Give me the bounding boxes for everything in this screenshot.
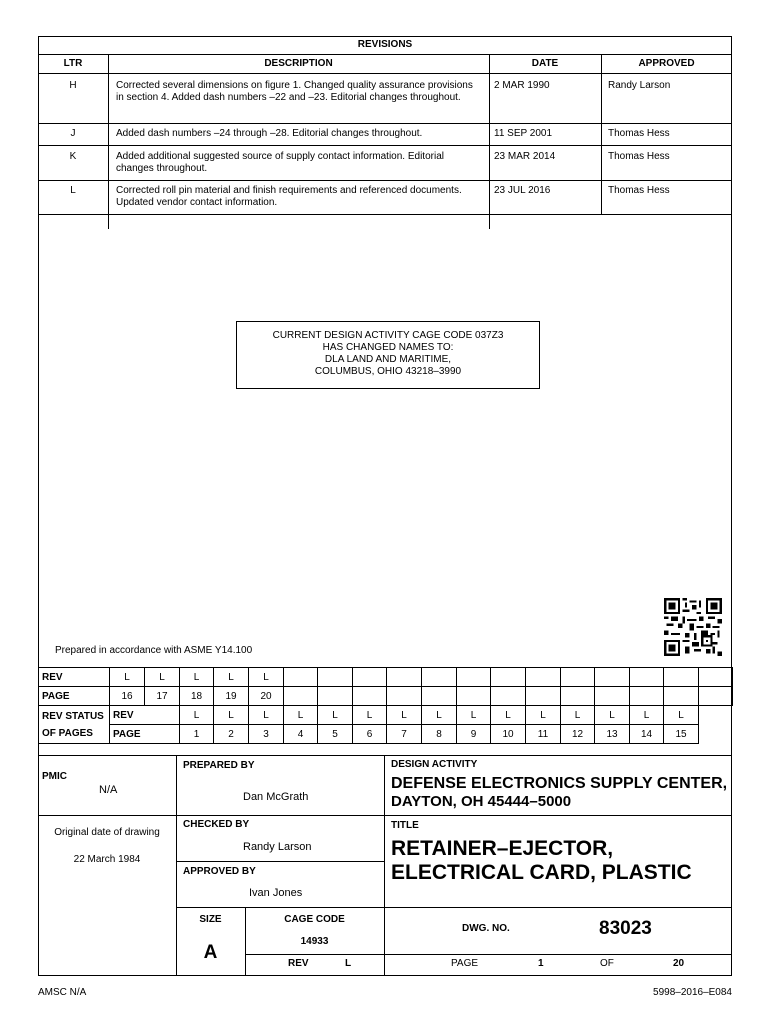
status-rev-cell: L: [387, 706, 422, 725]
page-cell: 20: [249, 687, 284, 706]
revision-description: Corrected several dimensions on figure 1. Changed quality assurance provisions in section 4. Added dash numbers –22 and –23. Editorial changes throughout.: [116, 80, 473, 103]
rev-status-label: [39, 706, 110, 744]
revision-approved: Thomas Hess: [608, 185, 670, 196]
revision-date: 23 MAR 2014: [494, 151, 556, 162]
status-page-cell: 11: [526, 725, 561, 744]
status-page-cell: 4: [284, 725, 318, 744]
revision-description: Added additional suggested source of supply contact information. Editorial changes throughout.: [116, 151, 444, 174]
page-cell: 17: [145, 687, 180, 706]
prepared-by-label: PREPARED BY: [183, 760, 255, 771]
title-label: TITLE: [391, 820, 419, 831]
footer-amsc: AMSC N/A: [38, 987, 87, 998]
status-page-cell: 7: [387, 725, 422, 744]
original-date-label: Original date of drawing: [54, 827, 160, 838]
original-date: 22 March 1984: [73, 854, 141, 865]
status-page-cell: 2: [214, 725, 249, 744]
revision-description: Added dash numbers –24 through –28. Editorial changes throughout.: [116, 128, 423, 139]
approved-by: Ivan Jones: [249, 887, 303, 899]
status-page-cell: 8: [422, 725, 457, 744]
pmic-label: PMIC: [42, 771, 67, 782]
revision-date: 23 JUL 2016: [494, 185, 551, 196]
rev-label: REV: [39, 668, 110, 687]
rev-status-label-line: OF PAGES: [42, 727, 93, 739]
status-rev-cell: L: [214, 706, 249, 725]
revisions-header-date: DATE: [531, 58, 559, 69]
size-value: A: [203, 942, 218, 963]
rev-status-label-line: REV STATUS: [42, 710, 104, 722]
sheet-of-label: OF: [600, 958, 614, 969]
dwg-no-label: DWG. NO.: [462, 923, 510, 934]
checked-by: Randy Larson: [243, 841, 312, 853]
page-cell: 18: [180, 687, 214, 706]
title-rev-value: L: [345, 958, 352, 969]
notice-line: CURRENT DESIGN ACTIVITY CAGE CODE 037Z3: [272, 330, 504, 341]
status-page-cell: 12: [561, 725, 595, 744]
rev-cell: L: [180, 668, 214, 687]
prepared-by: Dan McGrath: [243, 791, 309, 803]
status-rev-cell: L: [561, 706, 595, 725]
notice-line: COLUMBUS, OHIO 43218–3990: [314, 366, 462, 377]
notice-line: HAS CHANGED NAMES TO:: [322, 342, 454, 353]
revisions-title: REVISIONS: [357, 39, 413, 50]
cage-code-label: CAGE CODE: [284, 914, 345, 925]
status-page-cell: 1: [180, 725, 214, 744]
sheet-page-value: 1: [538, 958, 544, 969]
status-page-cell: 3: [249, 725, 284, 744]
revision-approved: Randy Larson: [608, 80, 671, 91]
page-cell: 19: [214, 687, 249, 706]
status-rev-cell: L: [457, 706, 491, 725]
checked-by-label: CHECKED BY: [183, 819, 250, 830]
sheet-page-label: PAGE: [451, 958, 479, 969]
design-activity-label: DESIGN ACTIVITY: [391, 759, 478, 770]
status-page-cell: 9: [457, 725, 491, 744]
status-rev-cell: L: [318, 706, 353, 725]
status-rev-cell: L: [630, 706, 664, 725]
size-label: SIZE: [199, 914, 222, 925]
status-rev-cell: L: [353, 706, 387, 725]
title-rev-label: REV: [288, 958, 309, 969]
rev-cell: L: [214, 668, 249, 687]
status-page-cell: 14: [630, 725, 664, 744]
revision-approved: Thomas Hess: [608, 151, 670, 162]
status-rev-label: REV: [110, 706, 180, 725]
dwg-no-value: 83023: [599, 918, 652, 939]
revisions-header-approved: APPROVED: [638, 58, 695, 69]
pmic-value: N/A: [99, 784, 118, 796]
footer-fsc: 5998–2016–E084: [653, 987, 732, 998]
drawing-title-line: RETAINER–EJECTOR,: [391, 837, 614, 860]
revision-approved: Thomas Hess: [608, 128, 670, 139]
revisions-header-description: DESCRIPTION: [264, 58, 333, 69]
status-rev-cell: L: [664, 706, 699, 725]
revision-date: 11 SEP 2001: [494, 128, 553, 139]
cage-code-notice: [236, 321, 540, 389]
rev-cell: L: [249, 668, 284, 687]
revision-ltr: J: [70, 128, 76, 139]
page-cell: 16: [110, 687, 145, 706]
design-activity-line: DAYTON, OH 45444–5000: [391, 793, 572, 810]
revision-date: 2 MAR 1990: [494, 80, 550, 91]
approved-by-label: APPROVED BY: [183, 866, 256, 877]
status-page-cell: 13: [595, 725, 630, 744]
revision-ltr: H: [69, 80, 77, 91]
revision-ltr: L: [70, 185, 76, 196]
status-rev-cell: L: [249, 706, 284, 725]
status-page-cell: 6: [353, 725, 387, 744]
status-page-label: PAGE: [110, 725, 180, 744]
revisions-header-ltr: LTR: [63, 58, 83, 69]
prepared-note: Prepared in accordance with ASME Y14.100: [55, 645, 253, 656]
design-activity-line: DEFENSE ELECTRONICS SUPPLY CENTER,: [391, 775, 728, 792]
rev-status-table: [38, 667, 733, 744]
rev-cell: L: [145, 668, 180, 687]
sheet-of-value: 20: [673, 958, 685, 969]
status-rev-cell: L: [595, 706, 630, 725]
notice-line: DLA LAND AND MARITIME,: [324, 354, 452, 365]
status-page-cell: 10: [491, 725, 526, 744]
page-label: PAGE: [39, 687, 110, 706]
status-page-cell: 15: [664, 725, 699, 744]
status-rev-cell: L: [491, 706, 526, 725]
revision-description: Corrected roll pin material and finish requirements and referenced documents. Updated vendor contact information.: [116, 185, 462, 208]
status-rev-cell: L: [180, 706, 214, 725]
drawing-title-line: ELECTRICAL CARD, PLASTIC: [391, 861, 692, 884]
cage-code-value: 14933: [300, 936, 329, 947]
status-page-cell: 5: [318, 725, 353, 744]
status-rev-cell: L: [284, 706, 318, 725]
rev-cell: L: [110, 668, 145, 687]
qr-code-icon: [664, 598, 722, 656]
status-rev-cell: L: [526, 706, 561, 725]
revision-ltr: K: [69, 151, 77, 162]
status-rev-cell: L: [422, 706, 457, 725]
